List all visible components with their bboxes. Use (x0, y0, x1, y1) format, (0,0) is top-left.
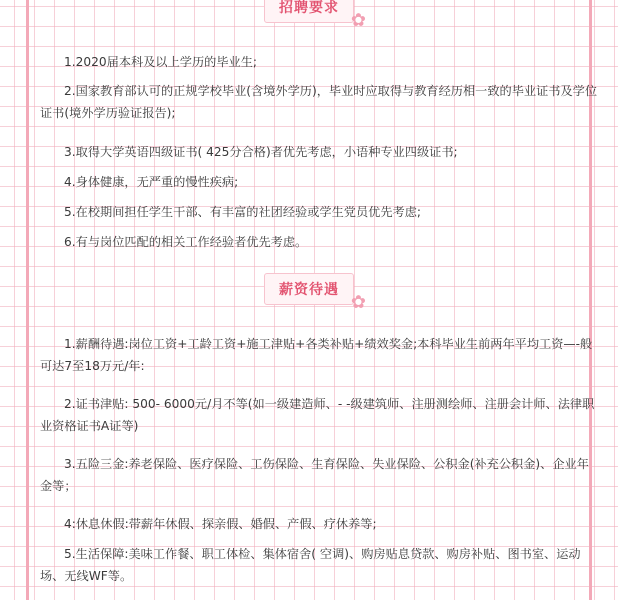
left-border (26, 0, 29, 600)
benefit-item: 5.生活保障:美味工作餐、职工体检、集体宿舍( 空调)、购房贴息贷款、购房补贴、图书室、运动场、无线WF等。 (40, 547, 581, 583)
requirement-item: 5.在校期间担任学生干部、有丰富的社团经验或学生党员优先考虑; (64, 205, 421, 219)
requirement-item: 2.国家教育部认可的正规学校毕业(含境外学历)，毕业时应取得与教育经历相一致的毕业证书及学位证书(境外学历验证报告); (40, 84, 598, 120)
benefit-item: 3.五险三金:养老保险、医疗保险、工伤保险、生育保险、失业保险、公积金(补充公积金)、企业年金等； (40, 457, 589, 493)
benefit-item: 2.证书津贴: 500- 6000元/月不等(如一级建造师、- -级建筑师、注册测绘师、注册会计师、法律职业资格证书A证等) (40, 397, 595, 433)
requirement-item: 3.取得大学英语四级证书( 425分合格)者优先考虑，小语种专业四级证书; (64, 145, 458, 159)
section-title: 薪资待遇 (279, 282, 339, 298)
section-header-requirements (252, 0, 367, 31)
title-box (264, 0, 367, 31)
requirement-item: 4.身体健康，无严重的慢性疾病; (64, 175, 239, 189)
flower-icon: ✿ (350, 10, 367, 31)
requirement-item: 1.2020届本科及以上学历的毕业生; (64, 55, 258, 69)
flower-icon: ✿ (350, 292, 367, 313)
requirement-item: 6.有与岗位匹配的相关工作经验者优先考虑。 (64, 235, 308, 249)
benefit-item: 4:休息休假:带薪年休假、探亲假、婚假、产假、疗休养等; (64, 517, 377, 531)
section-title: 招聘要求 (279, 0, 339, 16)
benefit-item: 1.薪酬待遇:岗位工资+工龄工资+施工津贴+各类补贴+绩效奖金;本科毕业生前两年平均工资—-般可达7至18万元/年: (40, 337, 593, 373)
section-header-salary (252, 274, 367, 313)
title-box (264, 273, 367, 313)
